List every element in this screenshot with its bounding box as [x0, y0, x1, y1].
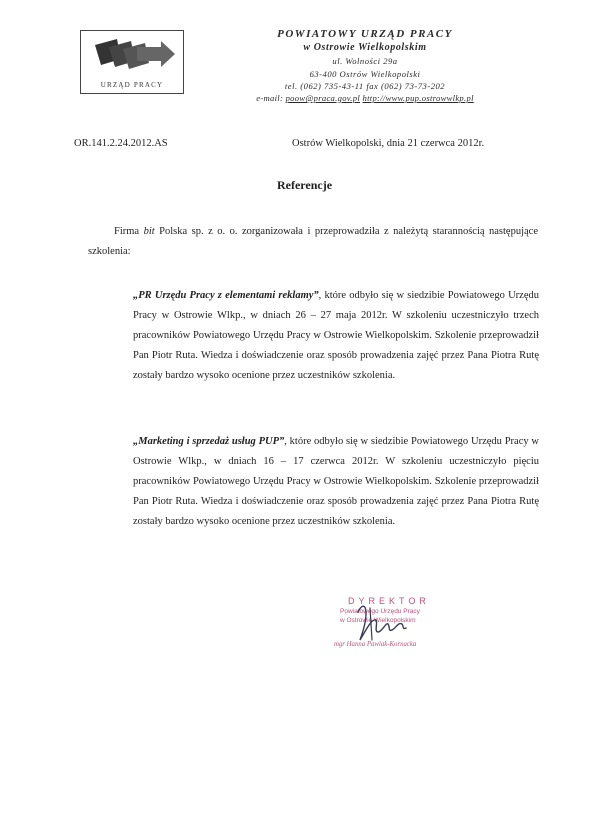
reference-number: OR.141.2.24.2012.AS [74, 138, 168, 149]
training-item [133, 286, 539, 386]
stamp-title: DYREKTOR [348, 596, 430, 606]
course-title: „PR Urzędu Pracy z elementami reklamy” [133, 290, 319, 301]
training-item [133, 432, 539, 532]
urzad-pracy-logo [80, 30, 184, 94]
intro-before: Firma [114, 226, 144, 237]
intro-paragraph [88, 222, 538, 262]
course-description: , które odbyło się w siedzibie Powiatowego Urzędu Pracy w Ostrowie Wlkp., w dniach 26 – 27 maja 2012r. W szkoleniu uczestniczyło trzech pracowników Powiatowego Urzędu Pracy w Ostrowie Wielkopolskim. Szkolenie przeprowadził Pan Piotr Ruta. Wiedza i doświadczenie oraz sposób prowadzenia zajęć przez Pana Piotra Rutę zostały bardzo wysoko ocenione przez uczestników szkolenia. [133, 290, 539, 381]
org-location: w Ostrowie Wielkopolskim [303, 42, 427, 53]
email-link[interactable]: poow@praca.gov.pl [285, 93, 361, 103]
letterhead [200, 28, 530, 103]
org-name: POWIATOWY URZĄD PRACY [277, 28, 453, 40]
phone-fax: tel. (062) 735-43-11 fax (062) 73-73-202 [284, 81, 446, 91]
stamp-signer: mgr Hanna Pawlak-Kornacka [334, 641, 417, 648]
arrows-logo-icon [87, 35, 179, 77]
stamp-line2: w Ostrowie Wielkopolskim [340, 617, 416, 624]
city-address: 63-400 Ostrów Wielkopolski [309, 69, 421, 79]
course-title: „Marketing i sprzedaż usług PUP” [133, 436, 285, 447]
contact-line [200, 93, 530, 103]
stamp-line1: Powiatowego Urzędu Pracy [340, 608, 420, 615]
handwritten-signature-icon [352, 600, 412, 646]
dateline: Ostrów Wielkopolski, dnia 21 czerwca 2012r. [292, 138, 485, 149]
logo-text: URZĄD PRACY [100, 81, 164, 89]
website-link[interactable]: http://www.pup.ostrowwlkp.pl [362, 93, 474, 103]
intro-after: Polska sp. z o. o. zorganizowała i przeprowadziła z należytą starannością następujące szkolenia: [88, 226, 538, 257]
course-description: , które odbyło się w siedzibie Powiatowego Urzędu Pracy w Ostrowie Wlkp., w dniach 16 – 17 czerwca 2012r. W szkoleniu uczestniczyło pięciu pracowników Powiatowego Urzędu Pracy w Ostrowie Wielkopolskim. Szkolenie przeprowadził Pan Piotr Ruta. Wiedza i doświadczenie oraz sposób prowadzenia zajęć przez Pana Piotra Rutę zostały bardzo wysoko ocenione przez uczestników szkolenia. [133, 436, 539, 527]
email-label: e-mail: [256, 93, 284, 103]
street-address: ul. Wolności 29a [332, 56, 398, 66]
company-short: bit [143, 226, 155, 237]
document-title: Referencje [276, 178, 333, 192]
